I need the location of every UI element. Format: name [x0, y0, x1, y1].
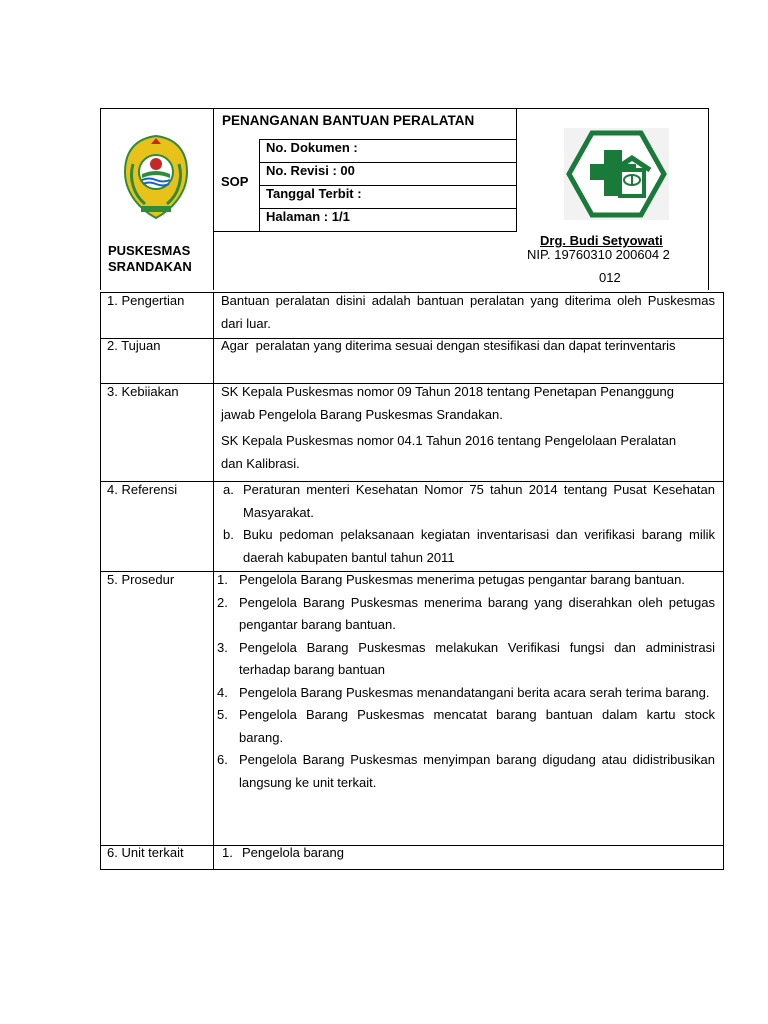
list-marker: a. [223, 482, 234, 497]
kebijakan-paragraph: SK Kepala Puskesmas nomor 04.1 Tahun 2016 tentang Pengelolaan Peralatan dan Kalibrasi. [221, 433, 677, 471]
signer-nip: NIP. 19760310 200604 2 [527, 247, 670, 262]
list-item-text: Pengelola barang [242, 845, 344, 860]
kebijakan-content [221, 381, 691, 475]
list-item [217, 749, 715, 794]
list-item-text: Pengelola Barang Puskesmas menerima petugas pengantar barang bantuan. [239, 572, 685, 587]
signer-name: Drg. Budi Setyowati [540, 233, 663, 248]
referensi-list [223, 479, 715, 569]
list-marker: 5. [217, 707, 228, 722]
list-item [217, 592, 715, 637]
section-label-unit-terkait: 6. Unit terkait [107, 845, 184, 860]
list-marker: 1. [217, 572, 228, 587]
list-marker: 6. [217, 752, 228, 767]
list-item-text: Pengelola Barang Puskesmas menerima barang yang diserahkan oleh petugas pengantar barang bantuan. [239, 594, 715, 632]
list-item [217, 704, 715, 749]
list-marker: 3. [217, 639, 228, 655]
list-marker: 4. [217, 684, 228, 700]
list-item-text: Pengelola Barang Puskesmas mencatat barang bantuan dalam kartu stock barang. [239, 707, 715, 745]
list-item-text: Pengelola Barang Puskesmas menyimpan barang digudang atau didistribusikan langsung ke unit terkait. [239, 752, 715, 790]
halaman: Halaman : 1/1 [266, 209, 350, 224]
prosedur-list [217, 569, 715, 794]
section-label-referensi: 4. Referensi [107, 482, 178, 497]
sop-label: SOP [221, 174, 249, 189]
org-name-line1: PUSKESMAS [108, 243, 191, 258]
list-item-text: Peraturan menteri Kesehatan Nomor 75 tahun 2014 tentang Pusat Kesehatan Masyarakat. [243, 482, 715, 520]
list-item [217, 569, 715, 592]
section-label-kebijakan: 3. Kebiiakan [107, 384, 179, 399]
section-label-pengertian: 1. Pengertian [107, 293, 185, 308]
document-title: PENANGANAN BANTUAN PERALATAN [222, 113, 475, 128]
org-name-line2: SRANDAKAN [108, 259, 192, 274]
list-item [223, 479, 715, 524]
no-dokumen: No. Dokumen : [266, 140, 358, 155]
section-label-prosedur: 5. Prosedur [107, 572, 175, 587]
list-marker: 2. [217, 594, 228, 610]
unit-terkait-list [222, 842, 716, 865]
list-item-text: Pengelola Barang Puskesmas menandatangani berita acara serah terima barang. [239, 684, 710, 700]
list-marker: 1. [222, 845, 233, 860]
tanggal-terbit: Tanggal Terbit : [266, 186, 362, 201]
tujuan-text: Agar peralatan yang diterima sesuai dengan stesifikasi dan dapat terinventaris [221, 338, 676, 353]
section-label-tujuan: 2. Tujuan [107, 338, 161, 353]
list-item [223, 524, 715, 569]
list-item-text: Buku pedoman pelaksanaan kegiatan inventarisasi dan verifikasi barang milik daerah kabupaten bantul tahun 2011 [243, 527, 715, 565]
list-item [222, 842, 716, 865]
list-marker: b. [223, 527, 234, 542]
no-revisi: No. Revisi : 00 [266, 163, 355, 178]
kebijakan-paragraph: SK Kepala Puskesmas nomor 09 Tahun 2018 tentang Penetapan Penanggung jawab Pengelola Barang Puskesmas Srandakan. [221, 384, 674, 422]
signer-nip-continued: 012 [599, 270, 621, 285]
pengertian-text: Bantuan peralatan disini adalah bantuan peralatan yang diterima oleh Puskesmas dari luar. [221, 293, 715, 331]
list-item [217, 682, 715, 705]
list-item-text: Pengelola Barang Puskesmas melakukan Verifikasi fungsi dan administrasi terhadap barang bantuan [239, 639, 715, 677]
list-item [217, 637, 715, 682]
